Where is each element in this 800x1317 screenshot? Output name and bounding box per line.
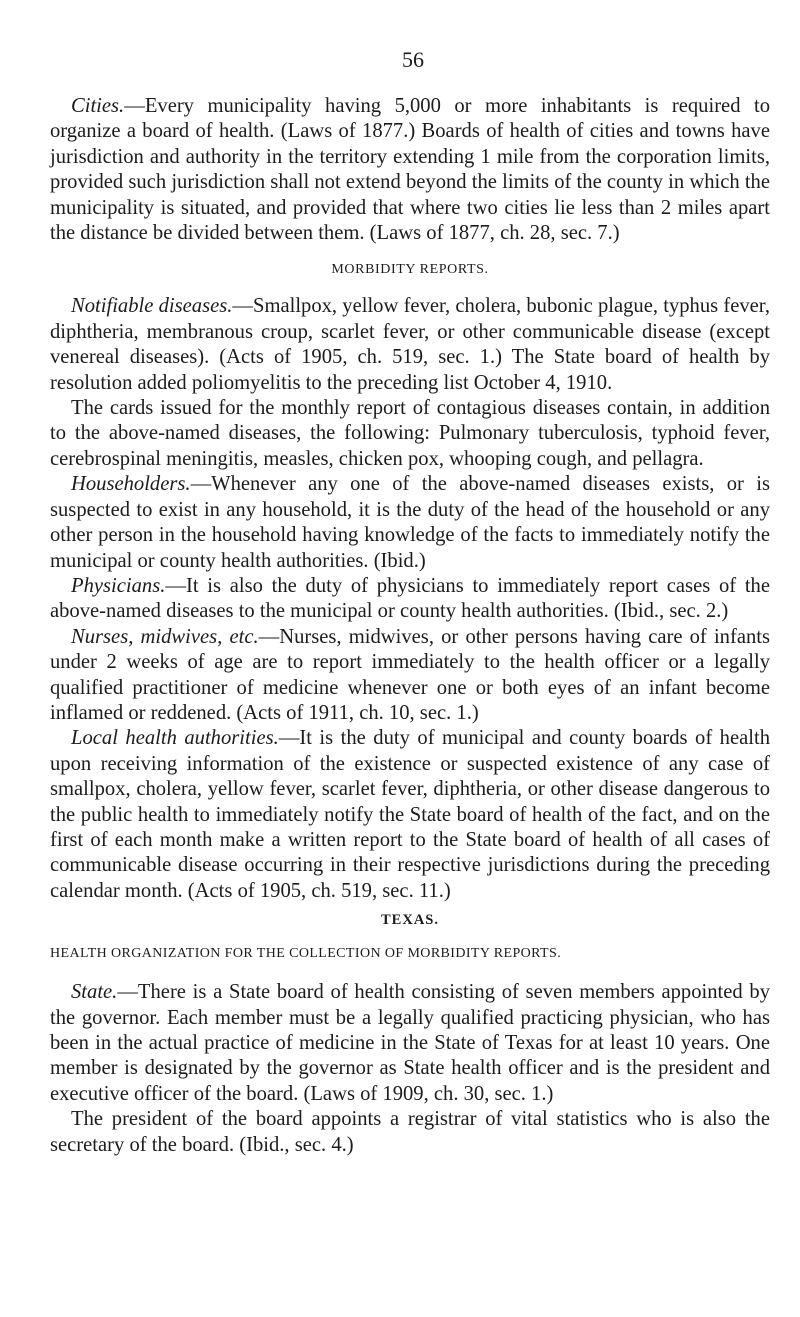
paragraph-cards	[50, 396, 770, 472]
paragraph-lead: Local health authorities.	[71, 727, 279, 750]
heading-health-organization: HEALTH ORGANIZATION FOR THE COLLECTION OF MORBIDITY REPORTS.	[50, 946, 562, 962]
heading-morbidity-reports: MORBIDITY REPORTS.	[331, 262, 489, 278]
paragraph-physicians	[50, 574, 770, 625]
paragraph-state-board	[50, 980, 770, 1107]
paragraph-lead: State.	[71, 981, 118, 1004]
paragraph-text: —There is a State board of health consisting of seven members appointed by the governor. Each member must be a legally qualified practicing physician, who has been in the actual practice of medicine in the State of Texas for at least 10 years. One member is designated by the governor as State health officer and is the president and executive officer of the board. (Laws of 1909, ch. 30, sec. 1.)	[50, 981, 770, 1105]
paragraph-local-health-authorities	[50, 726, 770, 904]
paragraph-registrar	[50, 1107, 770, 1158]
paragraph-lead: Physicians.	[71, 574, 166, 597]
texas-section	[50, 980, 770, 1158]
paragraph-text: —It is the duty of municipal and county boards of health upon receiving information of the existence or suspected existence of any case of smallpox, cholera, yellow fever, scarlet fever, diphtheria, or other disease dangerous to the public health to immediately notify the State board of health of the fact, and on the first of each month make a written report to the State board of health of all cases of communicable disease occurring in their respective jurisdictions during the preceding calendar month. (Acts of 1905, ch. 519, sec. 11.)	[50, 727, 770, 902]
paragraph-nurses-midwives	[50, 625, 770, 727]
paragraph-text: —Smallpox, yellow fever, cholera, bubonic plague, typhus fever, diphtheria, membranous croup, scarlet fever, or other communicable disease (except venereal diseases). (Acts of 1905, ch. 519, sec. 1.) The State board of health by resolution added poliomyelitis to the preceding list October 4, 1910.	[50, 295, 770, 394]
paragraph-lead: Cities.	[71, 95, 125, 117]
document-page	[50, 48, 770, 1158]
page-number: 56	[402, 47, 424, 72]
paragraph-text: —Whenever any one of the above-named diseases exists, or is suspected to exist in any household, it is the duty of the head of the household or any other person in the household having knowledge of the facts to immediately notify the municipal or county health authorities. (Ibid.)	[50, 473, 770, 572]
paragraph-householders	[50, 472, 770, 574]
paragraph-cities	[50, 94, 770, 246]
paragraph-lead: Notifiable diseases.	[71, 295, 233, 318]
paragraph-text: —Every municipality having 5,000 or more inhabitants is required to organize a board of health. (Laws of 1877.) Boards of health of cities and towns have jurisdiction and authority in the territory extending 1 mile from the corporation limits, provided such jurisdiction shall not extend beyond the limits of the county in which the municipality is situated, and provided that where two cities lie less than 2 miles apart the distance be divided between them. (Laws of 1877, ch. 28, sec. 7.)	[50, 95, 770, 245]
paragraph-lead: Householders.	[71, 473, 191, 496]
heading-state-texas: TEXAS.	[381, 912, 439, 929]
paragraph-notifiable-diseases	[50, 294, 770, 396]
paragraph-text: —It is also the duty of physicians to immediately report cases of the above-named diseases to the municipal or county health authorities. (Ibid., sec. 2.)	[50, 574, 770, 623]
paragraph-lead: Nurses, midwives, etc.	[71, 625, 259, 648]
paragraph-text: The cards issued for the monthly report of contagious diseases contain, in addition to the above-named diseases, the following: Pulmonary tuberculosis, typhoid fever, cerebrospinal meningitis, measles, chicken pox, whooping cough, and pellagra.	[50, 397, 770, 470]
cities-section	[50, 94, 770, 246]
paragraph-text: —Nurses, midwives, or other persons having care of infants under 2 weeks of age are to report immediately to the health officer or a legally qualified practitioner of medicine whenever one or both eyes of an infant become inflamed or reddened. (Acts of 1911, ch. 10, sec. 1.)	[50, 625, 771, 724]
paragraph-text: The president of the board appoints a registrar of vital statistics who is also the secretary of the board. (Ibid., sec. 4.)	[50, 1108, 770, 1156]
morbidity-section	[50, 294, 770, 904]
